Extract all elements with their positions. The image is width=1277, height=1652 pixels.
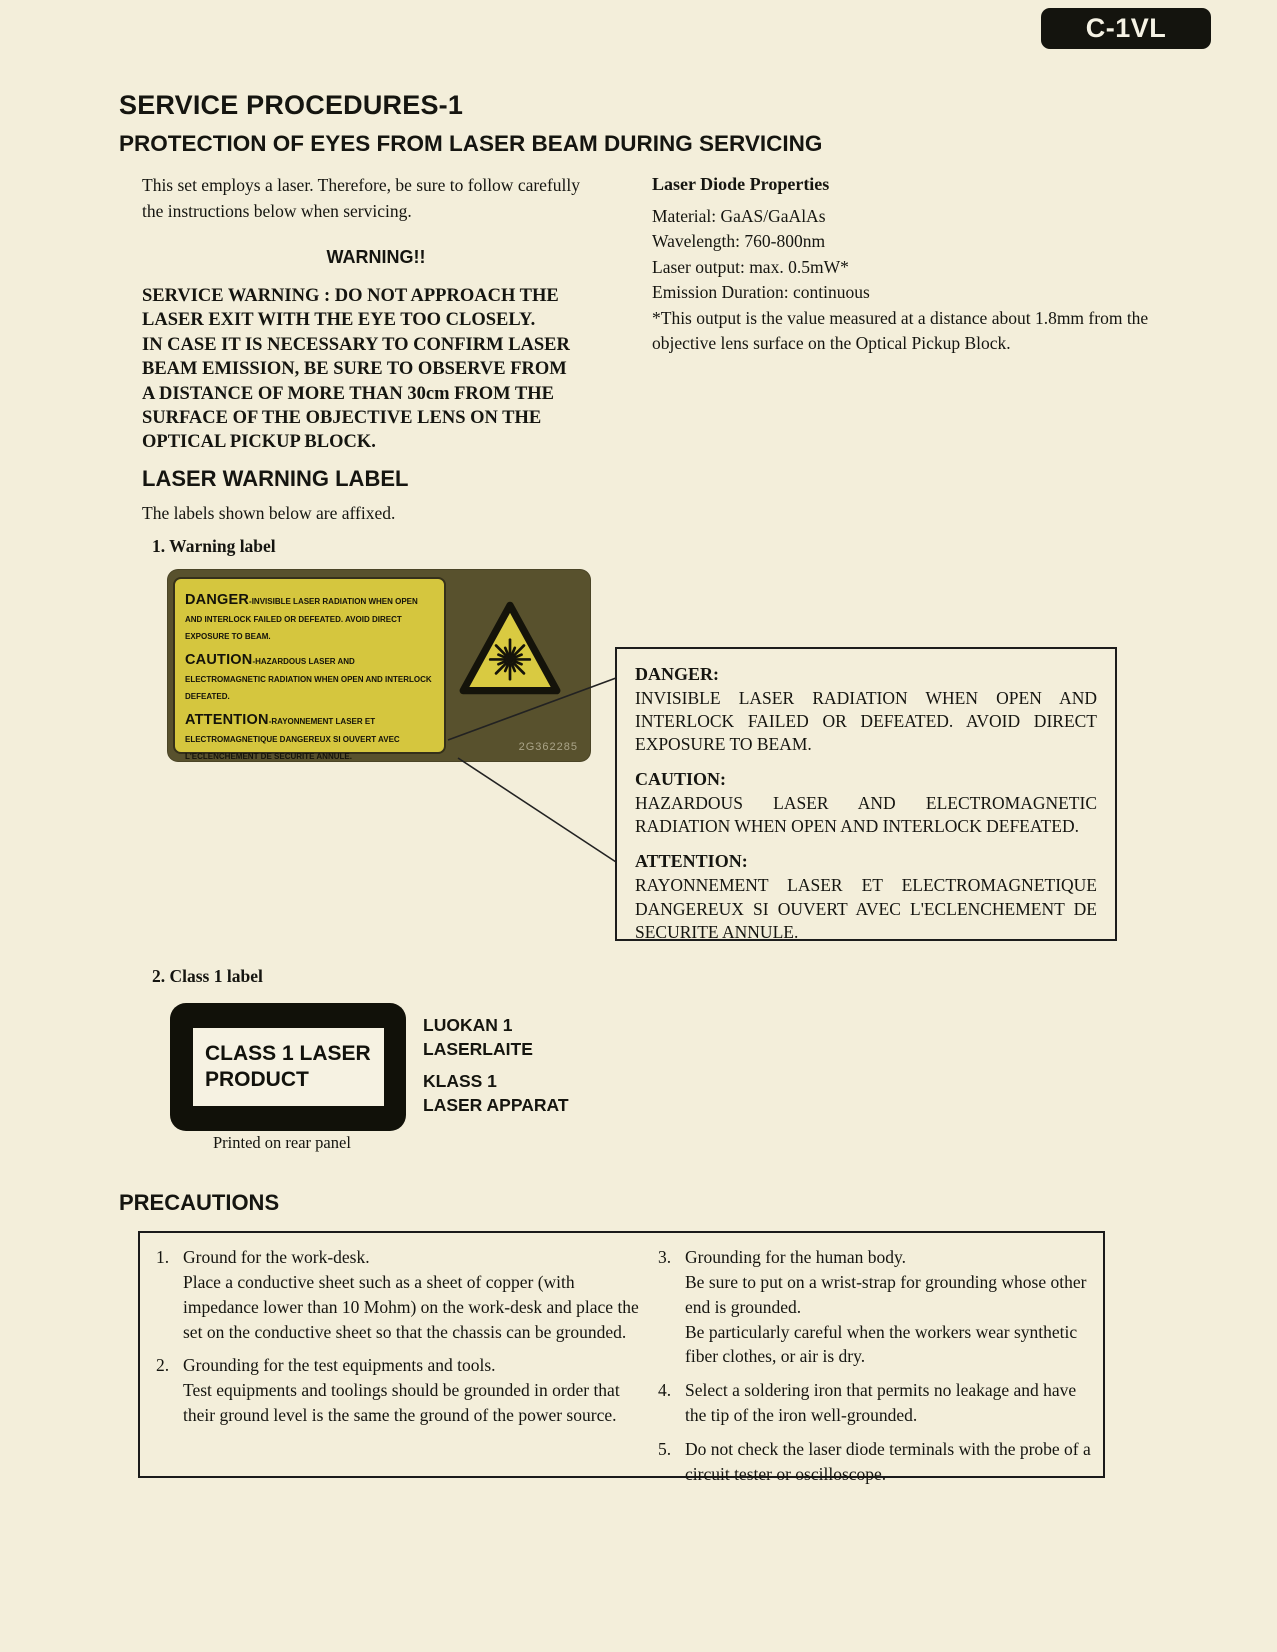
item-number: 2. [156, 1355, 170, 1376]
luokan-line: LASERLAITE [423, 1038, 533, 1059]
item-paragraph: Place a conductive sheet such as a sheet of copper (with impedance lower than 10 Mohm) on the work-desk and place the set on the conductive sheet so that the chassis can be grounded. [183, 1271, 639, 1342]
klass-line: KLASS 1 [423, 1071, 497, 1091]
item-body [685, 1437, 1092, 1487]
precaution-item-4 [658, 1378, 1092, 1428]
precautions-heading: PRECAUTIONS [119, 1190, 280, 1215]
warning-line: BEAM EMISSION, BE SURE TO OBSERVE FROM [142, 359, 567, 380]
service-warning-paragraph [142, 284, 632, 455]
item-body [183, 1245, 642, 1344]
property-emission: Emission Duration: continuous [652, 282, 870, 303]
item-title: Ground for the work-desk. [183, 1247, 370, 1267]
label-danger-line [185, 591, 435, 643]
callout-caution-title: CAUTION: [635, 769, 727, 790]
klass-line: LASER APPARAT [423, 1094, 569, 1115]
warning-line: IN CASE IT IS NECESSARY TO CONFIRM LASER [142, 334, 570, 355]
item-number: 5. [658, 1438, 672, 1459]
klass-text [423, 1070, 569, 1117]
callout-danger-body: INVISIBLE LASER RADIATION WHEN OPEN AND INTERLOCK FAILED OR DEFEATED. AVOID DIRECT EXPOSURE TO BEAM. [635, 688, 1097, 755]
label-serial-number: 2G362285 [518, 741, 578, 753]
warning-heading: WARNING!! [326, 247, 426, 267]
laser-diode-properties-list [652, 204, 1157, 356]
item-body [183, 1353, 642, 1428]
label-translation-box [615, 647, 1117, 941]
warning-label-text-panel [173, 577, 446, 762]
item-title: Grounding for the human body. [685, 1247, 906, 1267]
item-paragraph: Be particularly careful when the workers wear synthetic fiber clothes, or air is dry. [685, 1321, 1078, 1367]
label-attention-word: ATTENTION [185, 712, 269, 729]
precaution-item-2 [156, 1353, 642, 1428]
item-body [685, 1378, 1092, 1428]
laser-warning-label-heading: LASER WARNING LABEL [142, 466, 409, 491]
precautions-left-column [156, 1245, 642, 1437]
label-attention-text: -RAYONNEMENT LASER ET ELECTROMAGNETIQUE DANGEREUX SI OUVERT AVEC L'ECLENCHEMENT DE SECURITE ANNULE. [185, 717, 400, 762]
luokan-text [423, 1014, 533, 1061]
class1-label-line: PRODUCT [205, 1068, 309, 1091]
luokan-line: LUOKAN 1 [423, 1015, 513, 1035]
item-body [685, 1245, 1092, 1369]
warning-line: SERVICE WARNING : DO NOT APPROACH THE [142, 286, 559, 306]
item-paragraph: Do not check the laser diode terminals with the probe of a circuit tester or oscilloscope. [685, 1438, 1091, 1484]
class1-label-caption: 2. Class 1 label [152, 966, 263, 986]
item-paragraph: Select a soldering iron that permits no leakage and have the tip of the iron well-grounded. [685, 1380, 1077, 1426]
property-wavelength: Wavelength: 760-800nm [652, 231, 826, 252]
warning-label-caption: 1. Warning label [152, 536, 276, 556]
callout-danger-title: DANGER: [635, 664, 719, 684]
laser-warning-label-image [168, 570, 590, 761]
warning-line: SURFACE OF THE OBJECTIVE LENS ON THE [142, 408, 542, 429]
laser-diode-properties-heading: Laser Diode Properties [652, 174, 830, 194]
label-attention-line [185, 711, 435, 763]
item-number: 4. [658, 1380, 672, 1401]
precautions-box [138, 1231, 1105, 1484]
class1-label-text [193, 1028, 384, 1106]
precaution-item-3 [658, 1245, 1092, 1369]
label-caution-text: -HAZARDOUS LASER AND ELECTROMAGNETIC RADIATION WHEN OPEN AND INTERLOCK DEFEATED. [185, 657, 432, 702]
laser-warning-triangle-icon [458, 600, 562, 696]
item-paragraph: Be sure to put on a wrist-strap for grounding whose other end is grounded. [685, 1271, 1087, 1317]
class1-label-image [170, 1003, 406, 1131]
property-output: Laser output: max. 0.5mW* [652, 256, 849, 277]
property-note: *This output is the value measured at a distance about 1.8mm from the objective lens surface on the Optical Pickup Block. [652, 307, 1149, 353]
warning-line: LASER EXIT WITH THE EYE TOO CLOSELY. [142, 310, 536, 331]
labels-affixed-text: The labels shown below are affixed. [142, 503, 396, 523]
label-danger-word: DANGER [185, 592, 250, 608]
item-paragraph: Test equipments and toolings should be grounded in order that their ground level is the same the ground of the power source. [183, 1380, 620, 1426]
class1-label-line: CLASS 1 LASER [205, 1041, 371, 1065]
printed-on-rear-panel-caption: Printed on rear panel [213, 1133, 351, 1152]
page-title: SERVICE PROCEDURES-1 [119, 90, 464, 120]
callout-attention-title: ATTENTION: [635, 851, 748, 872]
precautions-right-column [658, 1245, 1092, 1496]
label-caution-line [185, 651, 435, 703]
precaution-item-5 [658, 1437, 1092, 1487]
warning-line: A DISTANCE OF MORE THAN 30cm FROM THE [142, 383, 554, 404]
item-number: 1. [156, 1247, 170, 1267]
callout-attention-body: RAYONNEMENT LASER ET ELECTROMAGNETIQUE DANGEREUX SI OUVERT AVEC L'ECLENCHEMENT DE SECURITE ANNULE. [635, 875, 1097, 942]
item-title: Grounding for the test equipments and tools. [183, 1355, 496, 1376]
label-danger-text: -INVISIBLE LASER RADIATION WHEN OPEN AND INTERLOCK FAILED OR DEFEATED. AVOID DIRECT EXPOSURE TO BEAM. [185, 597, 418, 641]
warning-line: OPTICAL PICKUP BLOCK. [142, 432, 376, 453]
item-number: 3. [658, 1247, 672, 1267]
page-subtitle: PROTECTION OF EYES FROM LASER BEAM DURING SERVICING [119, 131, 823, 156]
intro-paragraph: This set employs a laser. Therefore, be sure to follow carefully the instructions below when servicing. [142, 175, 581, 222]
property-material: Material: GaAS/GaAlAs [652, 206, 826, 226]
callout-caution-body: HAZARDOUS LASER AND ELECTROMAGNETIC RADIATION WHEN OPEN AND INTERLOCK DEFEATED. [635, 793, 1097, 837]
precaution-item-1 [156, 1245, 642, 1344]
label-caution-word: CAUTION [185, 652, 253, 669]
model-badge: C-1VL [1041, 8, 1211, 49]
